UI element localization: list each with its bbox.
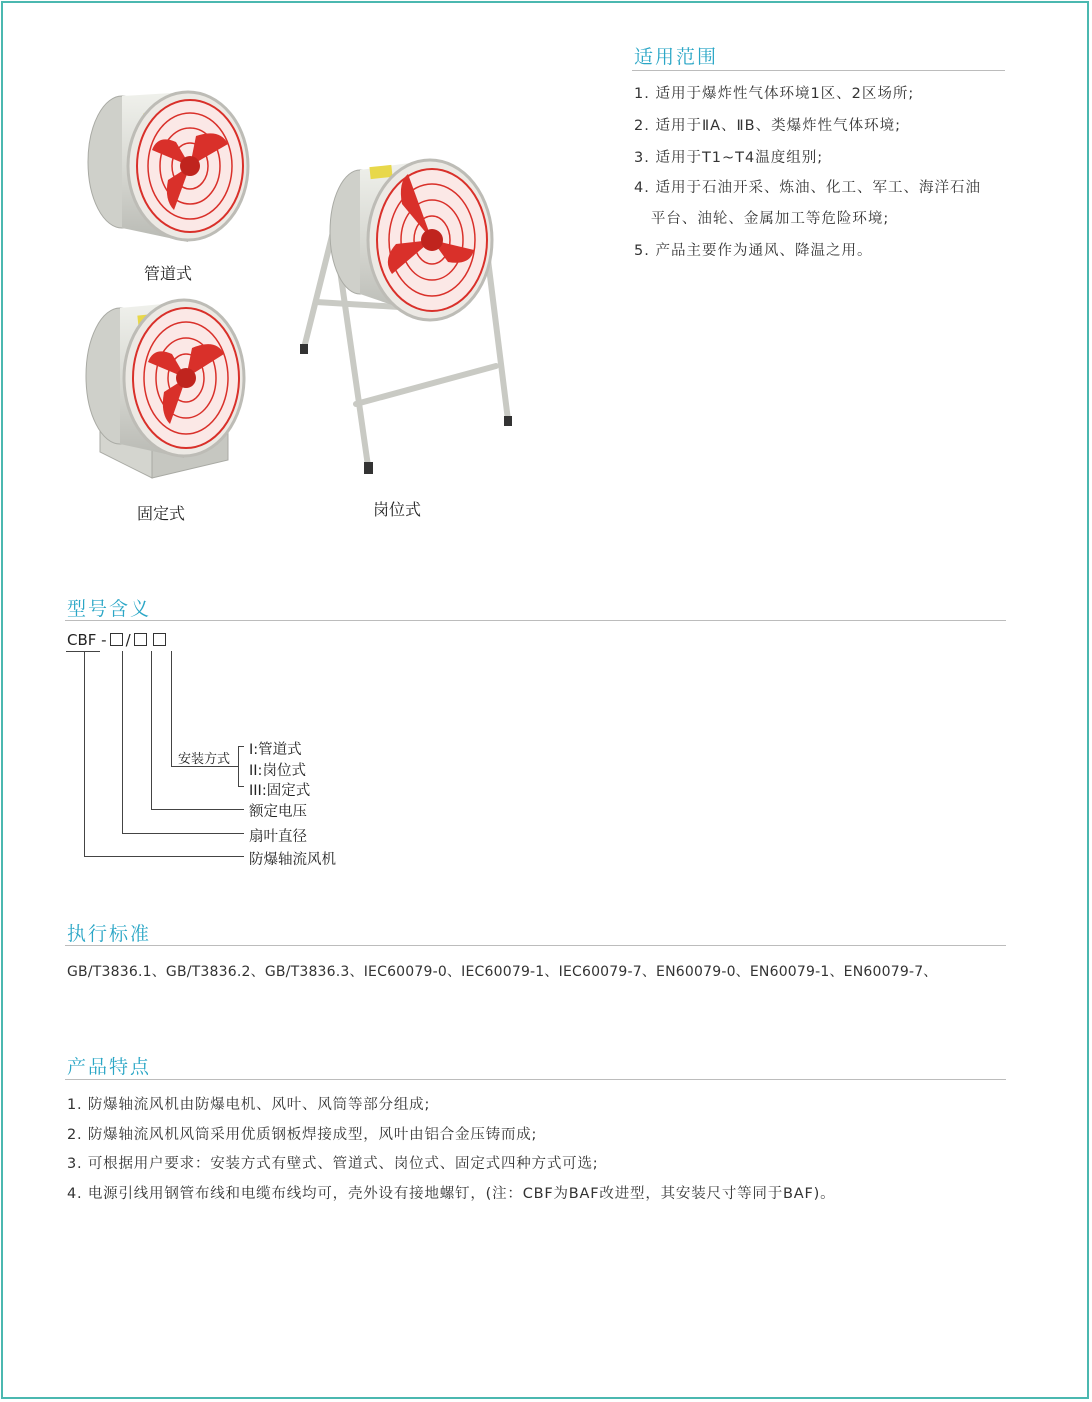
application-item: 2. 适用于ⅡA、ⅡB、类爆炸性气体环境; xyxy=(634,118,901,134)
application-item: 3. 适用于T1~T4温度组别; xyxy=(634,150,824,166)
application-item: 1. 适用于爆炸性气体环境1区、2区场所; xyxy=(634,86,915,102)
code-underline xyxy=(66,651,100,652)
features-rule xyxy=(65,1079,1006,1080)
series-connector xyxy=(84,856,244,857)
feature-item: 1. 防爆轴流风机由防爆电机、风叶、风筒等部分组成; xyxy=(67,1097,431,1113)
install-option: III:固定式 xyxy=(249,783,311,799)
duct-fan-label: 管道式 xyxy=(144,264,193,283)
voltage-connector xyxy=(151,651,152,809)
install-label: 安装方式 xyxy=(178,752,231,767)
series-connector xyxy=(84,651,85,856)
series-label: 防爆轴流风机 xyxy=(249,852,336,868)
diameter-connector xyxy=(122,651,123,833)
install-bracket xyxy=(238,746,244,747)
duct-fan-image xyxy=(78,84,256,254)
model-title: 型号含义 xyxy=(67,598,152,620)
fixed-fan-image xyxy=(78,292,256,482)
voltage-label: 额定电压 xyxy=(249,804,307,820)
diameter-connector xyxy=(122,833,244,834)
standards-rule xyxy=(65,945,1006,946)
model-code-prefix: CBF - xyxy=(67,631,107,649)
feature-item: 2. 防爆轴流风机风筒采用优质钢板焊接成型，风叶由铝合金压铸而成; xyxy=(67,1126,538,1143)
features-title: 产品特点 xyxy=(67,1056,152,1078)
diameter-box xyxy=(110,633,123,646)
application-title: 适用范围 xyxy=(634,46,719,68)
standards-text: GB/T3836.1、GB/T3836.2、GB/T3836.3、IEC60079-0、IEC60079-1、IEC60079-7、EN60079-0、EN60079-1、EN60079-7、 xyxy=(67,964,938,980)
voltage-box xyxy=(134,633,147,646)
install-bracket xyxy=(238,786,244,787)
feature-item: 4. 电源引线用钢管布线和电缆布线均可，壳外设有接地螺钉，(注：CBF为BAF改进型，其安装尺寸等同于BAF)。 xyxy=(67,1185,836,1202)
standards-title: 执行标准 xyxy=(67,923,152,945)
post-fan-label: 岗位式 xyxy=(373,500,422,519)
model-rule xyxy=(65,620,1006,621)
application-list xyxy=(634,78,981,267)
diameter-label: 扇叶直径 xyxy=(249,829,307,845)
feature-item: 3. 可根据用户要求：安装方式有壁式、管道式、岗位式、固定式四种方式可选; xyxy=(67,1156,599,1172)
install-connector xyxy=(171,651,172,766)
install-box xyxy=(153,633,166,646)
post-fan-image xyxy=(296,152,518,478)
application-rule xyxy=(632,70,1005,71)
application-item: 平台、油轮、金属加工等危险环境; xyxy=(634,211,890,227)
install-option: II:岗位式 xyxy=(249,763,306,779)
model-code-slash: / xyxy=(125,631,131,649)
voltage-connector xyxy=(151,809,244,810)
features-list xyxy=(67,1091,835,1209)
install-bracket xyxy=(238,746,239,787)
fixed-fan-label: 固定式 xyxy=(137,504,186,523)
application-item: 5. 产品主要作为通风、降温之用。 xyxy=(634,243,873,259)
application-item: 4. 适用于石油开采、炼油、化工、军工、海洋石油 xyxy=(634,180,981,196)
model-code xyxy=(67,631,169,649)
install-option: I:管道式 xyxy=(249,742,302,758)
